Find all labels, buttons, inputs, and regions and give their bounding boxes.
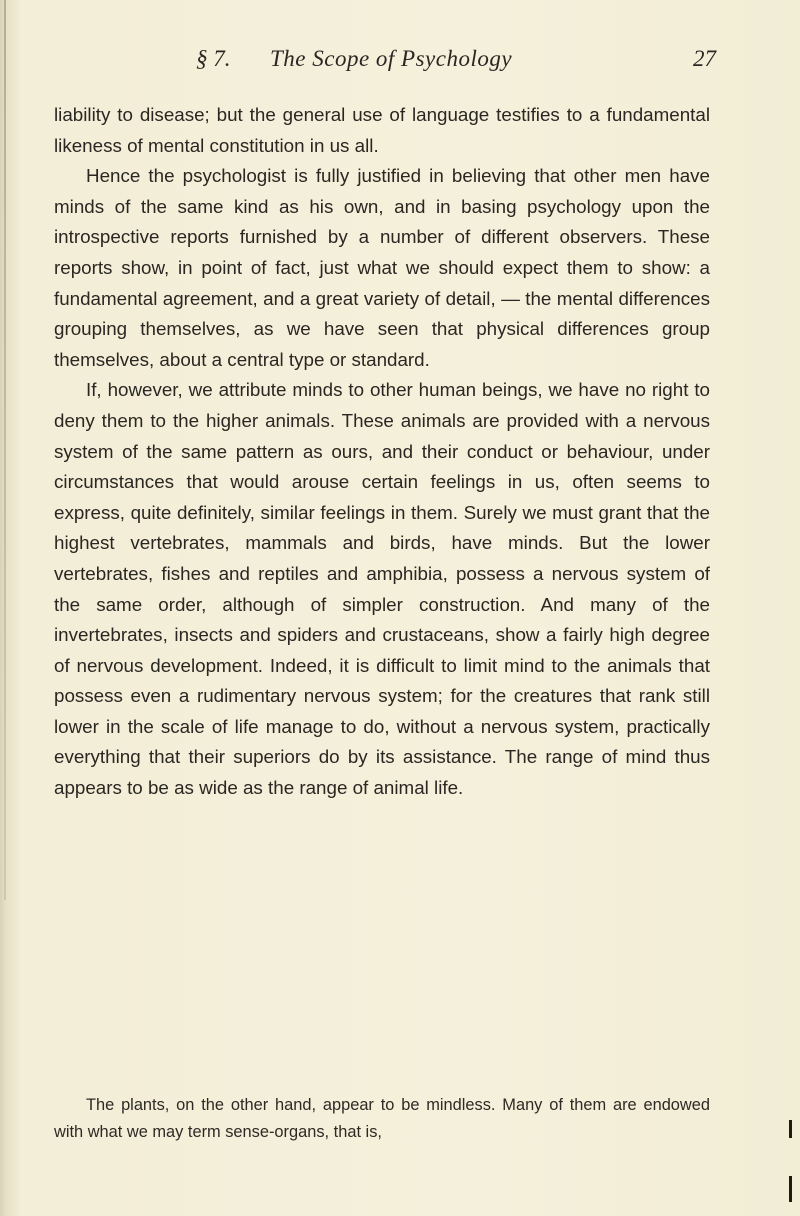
paragraph: Hence the psychologist is fully justified in believing that other men have minds of the same kind as his own, and in basing psychology upon the introspective reports furnished by a number of different observers. These reports show, in point of fact, just what we should expect them to show: a fundamental agreement, and a great variety of detail, — the mental differences grouping themselves, as we have seen that physical differences group themselves, about a central type or standard. [54,165,710,370]
small-type-text [54,1092,710,1146]
page-edge-mark [789,1120,792,1138]
running-header [196,46,716,76]
page-binding-edge [4,0,6,900]
body-text [54,100,710,804]
running-title: The Scope of Psychology [270,46,513,71]
paragraph: If, however, we attribute minds to other human beings, we have no right to deny them to the higher animals. These animals are provided with a nervous system of the same pattern as ours, and their conduct or behaviour, under circumstances that would arouse certain feelings in us, often seems to express, quite definitely, similar feelings in them. Surely we must grant that the highest vertebrates, mammals and birds, have minds. But the lower vertebrates, fishes and reptiles and amphibia, possess a nervous system of the same order, although of simpler construction. And many of the invertebrates, insects and spiders and crustaceans, show a fairly high degree of nervous development. Indeed, it is difficult to limit mind to the animals that possess even a rudimentary nervous system; for the creatures that rank still lower in the scale of life manage to do, without a nervous system, practically everything that their superiors do by its assistance. The range of mind thus appears to be as wide as the range of animal life. [54,379,710,799]
section-number: § 7. [196,46,231,71]
paragraph: The plants, on the other hand, appear to be mindless. Many of them are endowed with what we may term sense-organs, that is, [54,1096,710,1141]
paragraph: liability to disease; but the general use of language testifies to a fundamental likeness of mental constitution in us all. [54,104,710,156]
page-number: 27 [693,46,716,71]
page-edge-mark [789,1176,792,1202]
